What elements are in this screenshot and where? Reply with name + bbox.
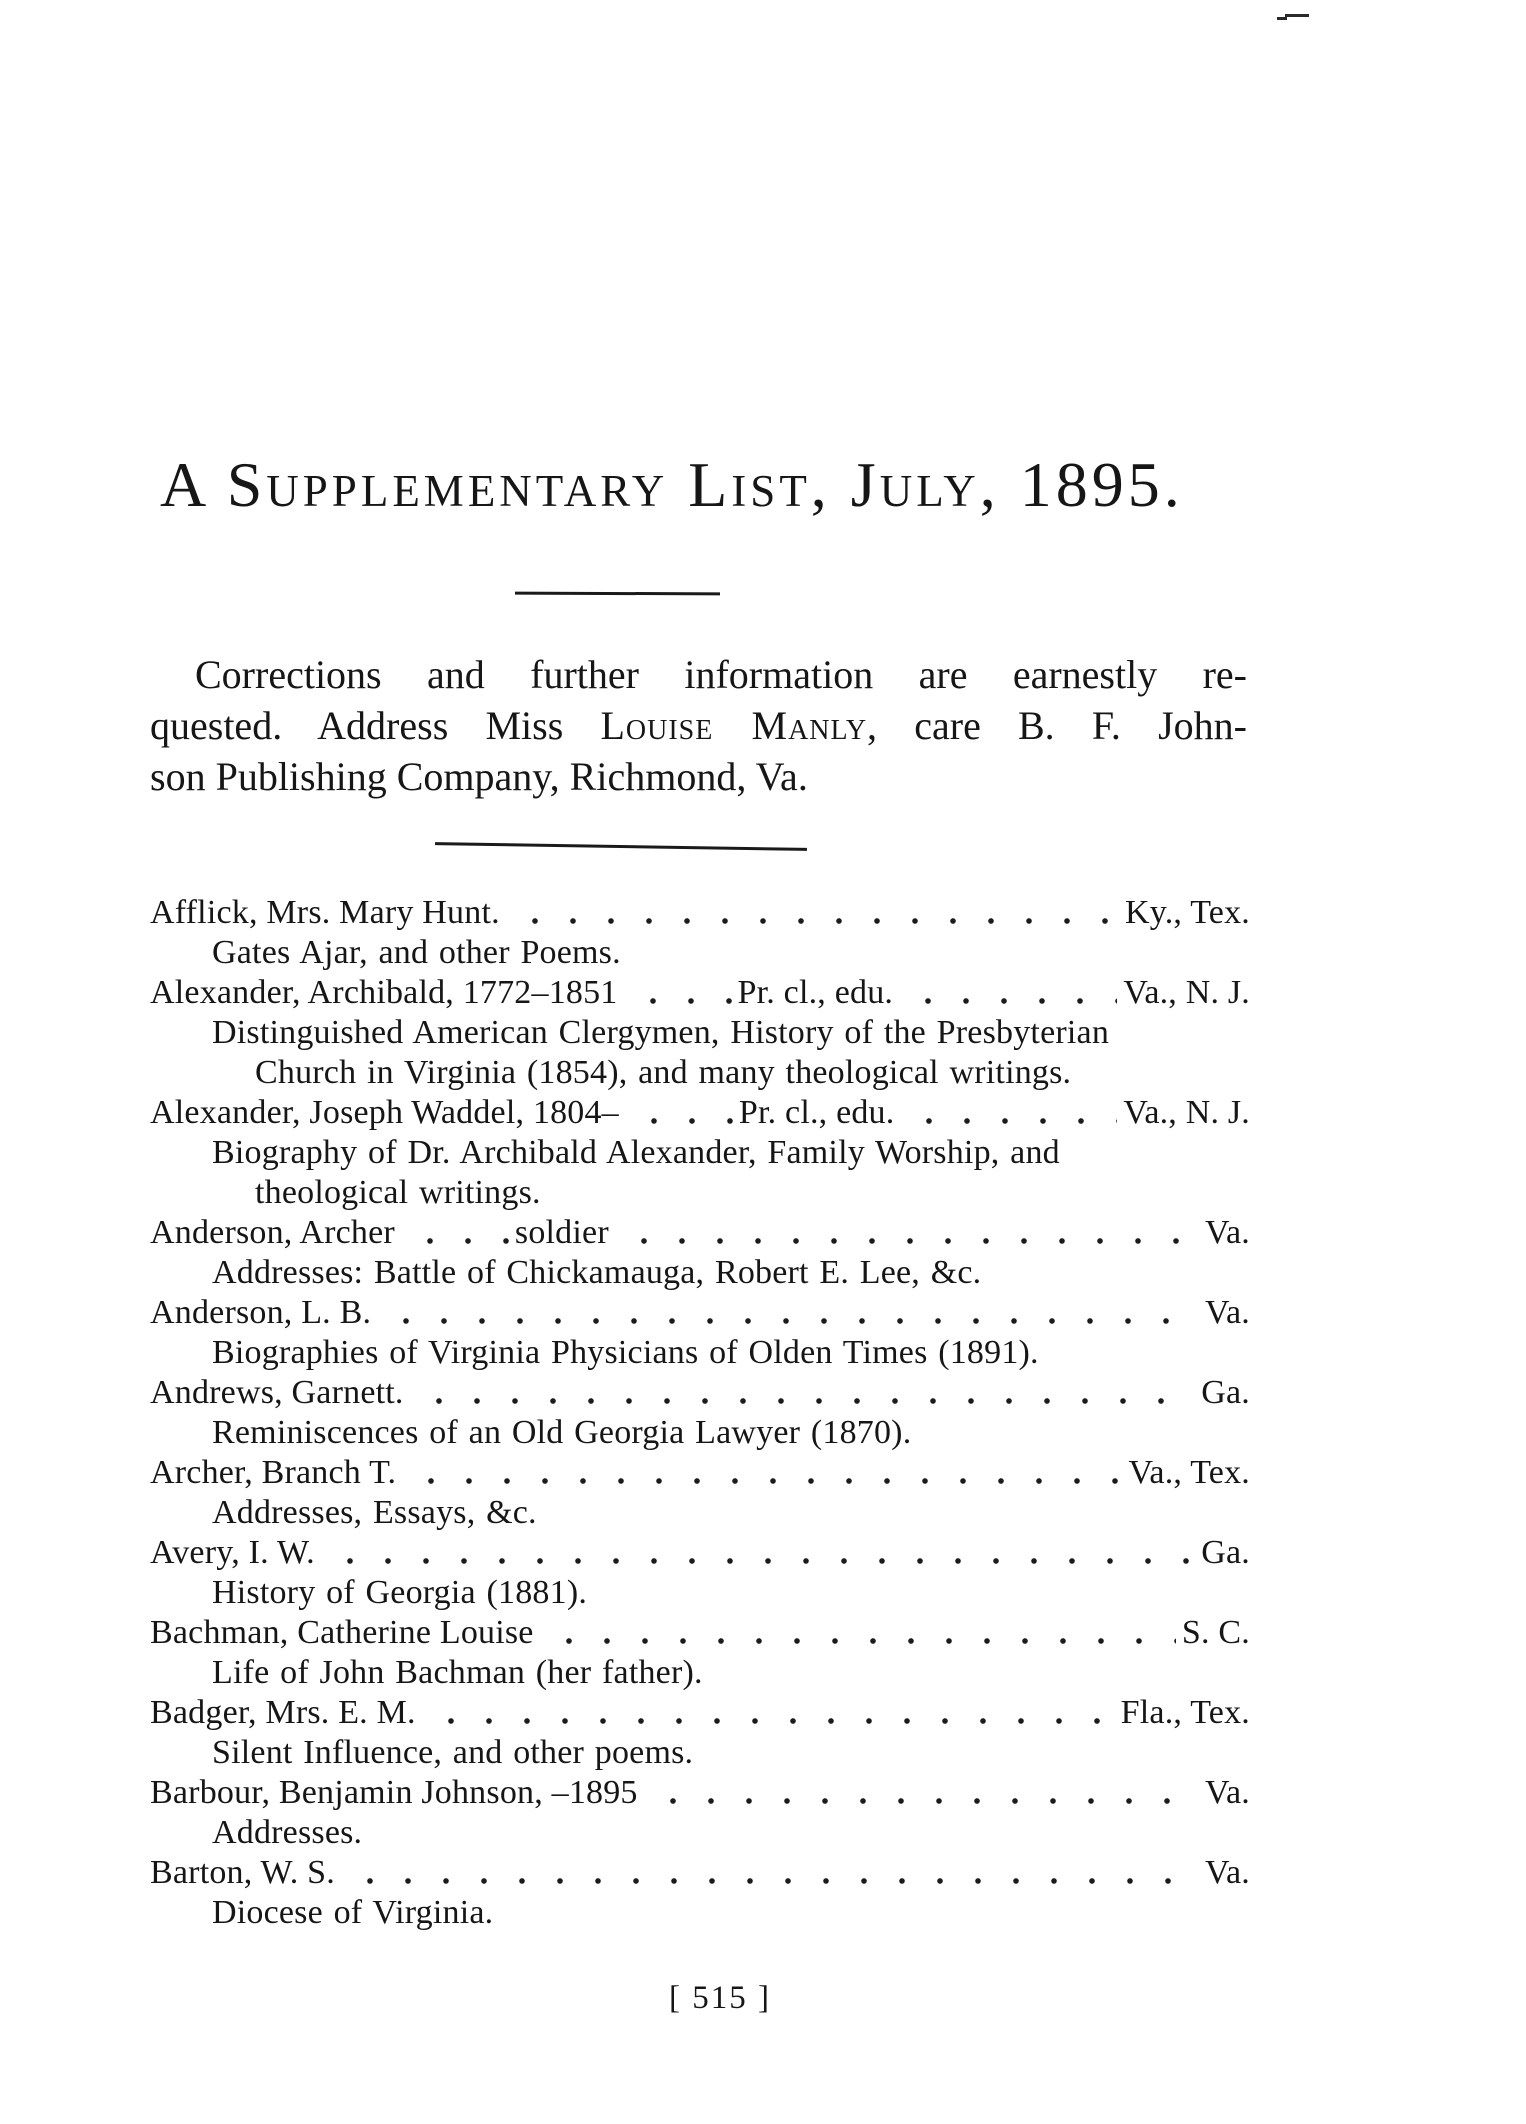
entry: [150, 1293, 1250, 1373]
entry-work-line: Distinguished American Clergymen, History of the Presbyterian: [212, 1014, 1110, 1051]
entry-main-line: [150, 1693, 1250, 1733]
entry-leader-2: [377, 1293, 1199, 1333]
entry-work-line: Silent Influence, and other poems.: [212, 1734, 694, 1771]
entry-works: [150, 1813, 1250, 1853]
entry-main-line: [150, 893, 1250, 933]
entry-work-line: Biography of Dr. Archibald Alexander, Family Worship, and: [212, 1134, 1060, 1171]
intro-line-3: son Publishing Company, Richmond, Va.: [150, 754, 808, 799]
entry-leader-2: [900, 1093, 1117, 1133]
entry-works: [150, 1733, 1250, 1773]
intro-line-2-after: , care B. F. John-: [867, 703, 1247, 748]
entry-location: Va.: [1205, 1294, 1250, 1331]
entry-work-line: Biographies of Virginia Physicians of Olden Times (1891).: [212, 1334, 1039, 1371]
entry-location: Fla., Tex.: [1120, 1694, 1250, 1731]
entry-descriptor: Pr. cl., edu.: [737, 974, 894, 1011]
entry-name: Barton, W. S.: [150, 1854, 335, 1891]
entry: [150, 1613, 1250, 1693]
entry-leader-2: [644, 1773, 1199, 1813]
entry-main-line: [150, 1533, 1250, 1573]
entry-works: [150, 933, 1250, 973]
intro-line-2-before: quested. Address Miss: [150, 703, 601, 748]
intro-line-1: Corrections and further information are earnestly re-: [195, 652, 1247, 697]
entry-location: Ky., Tex.: [1124, 894, 1250, 931]
entry-name: Bachman, Catherine Louise: [150, 1614, 534, 1651]
entry-main-line: [150, 1213, 1250, 1253]
entry-location: Va.: [1205, 1214, 1250, 1251]
entry-leader-2: [341, 1853, 1199, 1893]
entry-work-line: Addresses, Essays, &c.: [212, 1494, 537, 1531]
entry-name: Barbour, Benjamin Johnson, –1895: [150, 1774, 638, 1811]
entry-work-line: Reminiscences of an Old Georgia Lawyer (1870).: [212, 1414, 912, 1451]
entry-work-line: Addresses: Battle of Chickamauga, Robert E. Lee, &c.: [212, 1254, 982, 1291]
entry-leader-1: [401, 1213, 509, 1253]
corner-dash-long: [1285, 14, 1309, 17]
entry-work-line: Life of John Bachman (her father).: [212, 1654, 703, 1691]
entry: [150, 1533, 1250, 1613]
entry: [150, 893, 1250, 973]
page-title: A Supplementary List, July, 1895.: [160, 449, 1184, 520]
entry-work-line: History of Georgia (1881).: [212, 1574, 588, 1611]
entry-name: Andrews, Garnett.: [150, 1374, 404, 1411]
page-number: [ 515 ]: [669, 1980, 771, 2016]
entry-leader-2: [506, 893, 1119, 933]
entry-location: Va., N. J.: [1123, 1094, 1250, 1131]
entry-name: Afflick, Mrs. Mary Hunt.: [150, 894, 500, 931]
entry: [150, 1453, 1250, 1533]
entry-location: Va., N. J.: [1123, 974, 1250, 1011]
entry: [150, 1853, 1250, 1933]
entry-leader-2: [899, 973, 1117, 1013]
entry: [150, 1693, 1250, 1773]
entry-main-line: [150, 973, 1250, 1013]
entry-works: [150, 1893, 1250, 1933]
entry-main-line: [150, 1613, 1250, 1653]
entry-descriptor: Pr. cl., edu.: [738, 1094, 895, 1131]
entry-name: Avery, I. W.: [150, 1534, 315, 1571]
entry-works: [150, 1493, 1250, 1533]
entry-work-line: theological writings.: [255, 1174, 541, 1211]
entry-name: Anderson, Archer: [150, 1214, 395, 1251]
entry-works: [150, 1333, 1250, 1373]
entry-work-line: Diocese of Virginia.: [212, 1894, 494, 1931]
title-divider-rule: [515, 592, 720, 596]
entry-name: Anderson, L. B.: [150, 1294, 372, 1331]
entry-leader-1: [625, 1093, 733, 1133]
entry-name: Badger, Mrs. E. M.: [150, 1694, 416, 1731]
entry-name: Archer, Branch T.: [150, 1454, 397, 1491]
intro-contact-name: Louise Manly: [600, 703, 868, 748]
entry-location: Ga.: [1201, 1374, 1250, 1411]
entry-main-line: [150, 1453, 1250, 1493]
entry-leader-2: [402, 1453, 1122, 1493]
corner-dash-short: [1277, 17, 1287, 20]
entry: [150, 1373, 1250, 1453]
entry-work-line: Church in Virginia (1854), and many theological writings.: [255, 1054, 1072, 1091]
entry-name: Alexander, Archibald, 1772–1851: [150, 974, 618, 1011]
entry-descriptor: soldier: [514, 1214, 609, 1251]
entry-list: [150, 893, 1250, 1933]
entry-main-line: [150, 1853, 1250, 1893]
entry: [150, 1773, 1250, 1853]
entry-main-line: [150, 1093, 1250, 1133]
entry-leader-2: [410, 1373, 1196, 1413]
entry-leader-1: [624, 973, 732, 1013]
entry-location: Ga.: [1201, 1534, 1250, 1571]
entry-leader-2: [615, 1213, 1199, 1253]
entry-works: [150, 1413, 1250, 1453]
entry: [150, 1093, 1250, 1213]
entry-leader-2: [321, 1533, 1195, 1573]
entry-works: [150, 1653, 1250, 1693]
entry-work-line: Addresses.: [212, 1814, 363, 1851]
entry-leader-2: [422, 1693, 1115, 1733]
entry: [150, 1213, 1250, 1293]
entry-location: Va.: [1205, 1774, 1250, 1811]
entry-main-line: [150, 1293, 1250, 1333]
entry-name: Alexander, Joseph Waddel, 1804–: [150, 1094, 619, 1131]
entry-main-line: [150, 1373, 1250, 1413]
intro-divider-rule: [435, 842, 807, 851]
entry-works: [150, 1013, 1250, 1093]
entry-main-line: [150, 1773, 1250, 1813]
intro-paragraph: [150, 649, 1247, 802]
entry-location: Va., Tex.: [1128, 1454, 1250, 1491]
entry-works: [150, 1253, 1250, 1293]
entry-work-line: Gates Ajar, and other Poems.: [212, 934, 621, 971]
entry-works: [150, 1133, 1250, 1213]
entry-location: S. C.: [1181, 1614, 1250, 1651]
intro-line-2: [150, 700, 1247, 751]
entry: [150, 973, 1250, 1093]
entry-location: Va.: [1205, 1854, 1250, 1891]
entry-leader-2: [540, 1613, 1176, 1653]
entry-works: [150, 1573, 1250, 1613]
